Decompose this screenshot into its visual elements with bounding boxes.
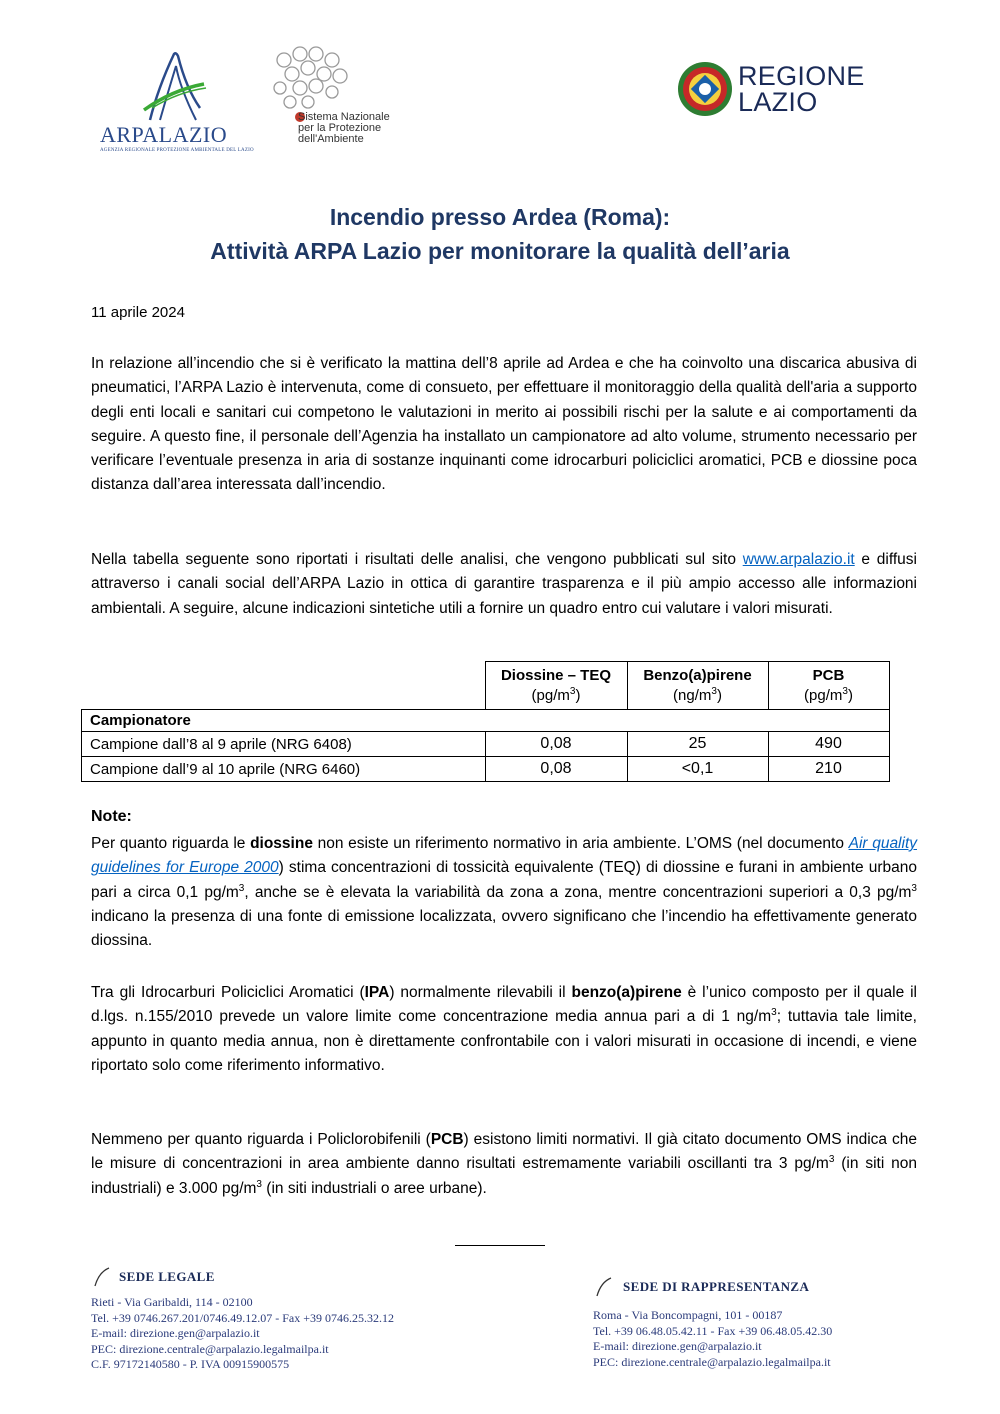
arpalazio-logo [92, 48, 252, 160]
note-pcb [91, 1128, 917, 1201]
footer-line: Roma - Via Boncompagni, 101 - 00187 [593, 1308, 783, 1322]
snpa-text [298, 112, 390, 145]
unit-text: (pg/m [804, 686, 843, 704]
note-text: (in siti industriali o aree urbane). [261, 1179, 487, 1197]
unit-close: ) [847, 686, 853, 704]
regione-lazio-logo [676, 60, 896, 120]
row-label: Campione dall’8 al 9 aprile (NRG 6408) [82, 732, 486, 757]
column-unit [486, 686, 627, 706]
footer-line: PEC: direzione.centrale@arpalazio.legalmailpa.it [91, 1341, 329, 1356]
footer-line: PEC: direzione.centrale@arpalazio.legalmailpa.it [593, 1354, 831, 1369]
sede-legale-header [91, 1266, 511, 1288]
footer-sede-legale [91, 1266, 511, 1373]
note-text: Tra gli Idrocarburi Policiclici Aromatici ( [91, 984, 365, 1001]
quill-icon [91, 1266, 113, 1288]
note-exponent: 3 [238, 882, 245, 894]
note-text: indicano la presenza di una fonte di emissione localizzata, ovvero significano che l’incendio ha effettivamente generato diossina. [91, 907, 917, 950]
column-unit [628, 686, 768, 706]
column-header-diossine [485, 662, 627, 710]
unit-exponent: 3 [842, 685, 848, 697]
arpalazio-subtitle: AGENZIA REGIONALE PROTEZIONE AMBIENTALE DEL LAZIO [100, 148, 254, 153]
note-text: (in siti non industriali) e 3.000 pg/m [91, 1155, 918, 1197]
note-text: ; tuttavia tale limite, appunto in quanto media annua, non è direttamente confrontabile con i valori misurati in occasione di incendi, e viene riportato solo come riferimento informativo. [91, 1008, 917, 1074]
note-bold: diossine [250, 835, 313, 852]
para2-text: Nella tabella seguente sono riportati i risultati delle analisi, che vengono pubblicati sul sito [91, 551, 743, 568]
unit-exponent: 3 [711, 685, 717, 697]
snpa-logo [270, 46, 440, 156]
cell-diossine: 0,08 [485, 757, 627, 782]
note-text: Per quanto riguarda le [91, 835, 251, 852]
column-name: Benzo(a)pirene [643, 666, 752, 684]
footer-line: Tel. +39 0746.267.201/0746.49.12.07 - Fax +39 0746.25.32.12 [91, 1310, 395, 1325]
note-text: ) stima concentrazioni di tossicità equivalente (TEQ) di diossine e furani in ambiente urbano pari a circa 0,1 pg/m [91, 859, 917, 901]
footer-sede-rappresentanza [593, 1276, 933, 1370]
sede-rappresentanza-header [593, 1276, 933, 1298]
sede-rappresentanza-heading: SEDE DI RAPPRESENTANZA [623, 1279, 810, 1294]
column-header-pcb [768, 662, 889, 710]
section-label: Campionatore [82, 710, 890, 732]
column-unit [769, 686, 889, 706]
regione-lazio-emblem-icon [676, 60, 734, 118]
who-guidelines-link[interactable]: Air quality guidelines for Europe 2000 [91, 835, 918, 877]
table-row [82, 757, 890, 782]
note-text: non esiste un riferimento normativo in aria ambiente. L’OMS (nel documento [312, 835, 849, 852]
column-name: Diossine – TEQ [500, 666, 612, 684]
note-bold: IPA [364, 984, 390, 1001]
row-label: Campione dall’9 al 10 aprile (NRG 6460) [82, 757, 486, 782]
cell-pcb: 210 [768, 757, 889, 782]
footer-line: E-mail: direzione.gen@arpalazio.it [593, 1339, 762, 1353]
cell-pcb: 490 [768, 732, 889, 757]
note-text: Nemmeno per quanto riguarda i Policlorobifenili ( [91, 1131, 431, 1148]
note-text: , anche se è elevata la variabilità da zona a zona, mentre concentrazioni superiori a 0,3 pg/m [244, 883, 912, 901]
snpa-line: per la Protezione [298, 122, 382, 134]
note-ipa [91, 981, 917, 1078]
note-exponent: 3 [256, 1178, 262, 1190]
regione-label: REGIONE [738, 61, 865, 91]
snpa-line: Sistema Nazionale [298, 111, 390, 123]
table-section-row [82, 710, 890, 732]
footer-divider [455, 1245, 545, 1246]
regione-lazio-text [738, 63, 865, 115]
sede-legale-heading: SEDE LEGALE [119, 1269, 215, 1284]
unit-text: (ng/m [673, 686, 712, 704]
table-row [82, 732, 890, 757]
unit-exponent: 3 [569, 685, 576, 697]
footer-line: Rieti - Via Garibaldi, 114 - 02100 [91, 1295, 253, 1309]
footer-line: Tel. +39 06.48.05.42.11 - Fax +39 06.48.05.42.30 [593, 1323, 833, 1338]
document-date: 11 aprile 2024 [91, 304, 185, 321]
results-table [81, 661, 890, 782]
note-text: ) normalmente rilevabili il [389, 984, 572, 1001]
note-text: ) esistono limiti normativi. Il già citato documento OMS indica che le misure di concentrazioni in area ambiente danno risultati estremamente variabili oscillanti tra 3 pg/m [91, 1131, 917, 1173]
arpalazio-name: ARPALAZIO [100, 122, 228, 147]
note-exponent: 3 [911, 882, 917, 894]
note-exponent: 3 [771, 1007, 777, 1019]
title-line-1: Incendio presso Ardea (Roma): [329, 204, 671, 230]
quill-icon [593, 1276, 615, 1298]
table-intro-paragraph [91, 548, 917, 621]
title-line-2: Attività ARPA Lazio per monitorare la qualità dell’aria [210, 238, 790, 264]
intro-paragraph: In relazione all’incendio che si è verificato la mattina dell’8 aprile ad Ardea e che ha coinvolto una discarica abusiva di pneumatici, l’ARPA Lazio è intervenuta, come di consueto, per effettuare il monitoraggio della qualità dell'aria a supporto degli enti locali e sanitari cui competono le valutazioni in merito ai possibili rischi per la salute e ai comportamenti da seguire. A questo fine, il personale dell’Agenzia ha installato un campionatore ad alto volume, strumento necessario per verificare l’eventuale presenza in aria di sostanze inquinanti come idrocarburi policiclici aromatici, PCB e diossine poca distanza dall’area interessata dall’incendio. [91, 355, 917, 494]
arpalazio-website-link[interactable]: www.arpalazio.it [742, 551, 855, 568]
note-diossine [91, 832, 917, 953]
cell-benzoapirene: <0,1 [627, 757, 768, 782]
column-header-benzoapirene [627, 662, 768, 710]
lazio-label: LAZIO [738, 87, 818, 117]
cell-benzoapirene: 25 [627, 732, 768, 757]
table-corner [82, 662, 486, 710]
unit-close: ) [575, 686, 581, 704]
note-exponent: 3 [828, 1154, 835, 1166]
document-title [60, 200, 940, 268]
unit-text: (pg/m [531, 686, 570, 704]
snpa-line: dell'Ambiente [298, 133, 364, 145]
cell-diossine: 0,08 [485, 732, 627, 757]
table-header-row [82, 662, 890, 710]
arpalazio-mark-icon [92, 48, 252, 126]
notes-heading: Note: [91, 808, 132, 825]
sede-legale-lines [91, 1295, 511, 1373]
footer-line: C.F. 97172140580 - P. IVA 00915900575 [91, 1357, 290, 1371]
note-text: è l’unico composto per il quale il d.lgs. n.155/2010 prevede un valore limite come concentrazione media annua pari a di 1 ng/m [91, 984, 917, 1026]
column-name: PCB [812, 666, 845, 684]
note-bold: benzo(a)pirene [571, 984, 682, 1001]
unit-close: ) [716, 686, 722, 704]
footer-line: E-mail: direzione.gen@arpalazio.it [91, 1326, 260, 1340]
note-bold: PCB [430, 1131, 464, 1148]
sede-rappresentanza-lines [593, 1308, 933, 1370]
para2-text: e diffusi attraverso i canali social dell’ARPA Lazio in ottica di garantire trasparenza e il più ampio accesso alle informazioni ambientali. A seguire, alcune indicazioni sintetiche utili a fornire un quadro entro cui valutare i valori misurati. [91, 551, 917, 617]
